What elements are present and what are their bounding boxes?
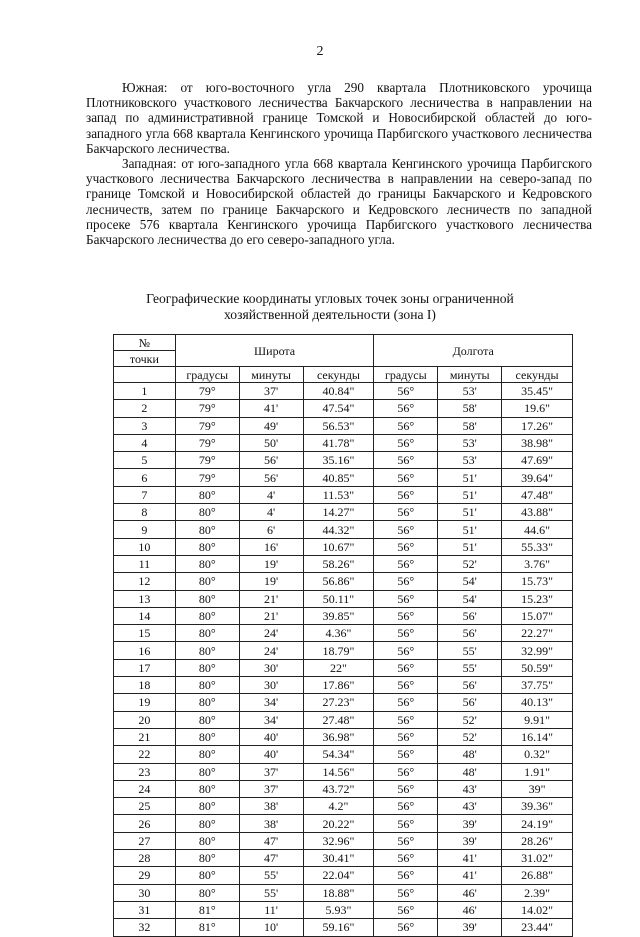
cell-lon-degrees: 56° [374, 538, 438, 555]
cell-lon-seconds: 1.91" [502, 763, 573, 780]
cell-lon-minutes: 39' [438, 832, 502, 849]
cell-lat-minutes: 11' [239, 901, 303, 918]
table-row [114, 538, 573, 555]
table-row [114, 728, 573, 745]
cell-lon-degrees: 56° [374, 469, 438, 486]
table-row [114, 590, 573, 607]
cell-point-number: 25 [114, 798, 176, 815]
cell-point-number: 28 [114, 850, 176, 867]
cell-lon-seconds: 9.91" [502, 711, 573, 728]
table-row [114, 901, 573, 918]
cell-point-number: 20 [114, 711, 176, 728]
cell-lon-minutes: 46' [438, 884, 502, 901]
cell-point-number: 24 [114, 780, 176, 797]
cell-lon-minutes: 48' [438, 746, 502, 763]
cell-lon-seconds: 26.88" [502, 867, 573, 884]
cell-lat-minutes: 10' [239, 919, 303, 936]
header-blank [114, 367, 176, 383]
cell-lat-minutes: 37' [239, 763, 303, 780]
cell-point-number: 16 [114, 642, 176, 659]
cell-point-number: 18 [114, 677, 176, 694]
cell-lat-seconds: 59.16" [303, 919, 374, 936]
cell-lon-seconds: 19.6" [502, 400, 573, 417]
cell-lat-minutes: 30' [239, 677, 303, 694]
cell-lat-seconds: 11.53" [303, 486, 374, 503]
cell-lat-degrees: 80° [175, 746, 239, 763]
cell-lat-seconds: 27.23" [303, 694, 374, 711]
cell-lon-seconds: 0.32" [502, 746, 573, 763]
cell-lon-degrees: 56° [374, 417, 438, 434]
cell-lon-degrees: 56° [374, 832, 438, 849]
cell-lon-minutes: 55' [438, 659, 502, 676]
cell-lon-minutes: 56' [438, 694, 502, 711]
cell-lat-minutes: 47' [239, 832, 303, 849]
cell-lon-seconds: 35.45" [502, 383, 573, 400]
cell-point-number: 4 [114, 434, 176, 451]
cell-lon-minutes: 58' [438, 417, 502, 434]
cell-lon-seconds: 44.6" [502, 521, 573, 538]
cell-lat-minutes: 37' [239, 383, 303, 400]
cell-lat-seconds: 39.85" [303, 607, 374, 624]
cell-lon-minutes: 52' [438, 728, 502, 745]
cell-lon-degrees: 56° [374, 659, 438, 676]
cell-lon-seconds: 24.19" [502, 815, 573, 832]
cell-lat-seconds: 58.26" [303, 555, 374, 572]
cell-lat-seconds: 20.22" [303, 815, 374, 832]
cell-point-number: 26 [114, 815, 176, 832]
cell-lon-seconds: 28.26" [502, 832, 573, 849]
cell-lon-seconds: 37.75" [502, 677, 573, 694]
cell-lon-degrees: 56° [374, 642, 438, 659]
table-row [114, 573, 573, 590]
cell-lat-seconds: 27.48" [303, 711, 374, 728]
cell-lon-degrees: 56° [374, 867, 438, 884]
table-row [114, 711, 573, 728]
body-text [86, 80, 592, 247]
cell-lon-degrees: 56° [374, 901, 438, 918]
table-row [114, 452, 573, 469]
cell-lat-seconds: 18.79" [303, 642, 374, 659]
cell-lat-degrees: 80° [175, 763, 239, 780]
cell-lat-degrees: 79° [175, 417, 239, 434]
cell-lat-degrees: 80° [175, 625, 239, 642]
cell-point-number: 17 [114, 659, 176, 676]
cell-lon-degrees: 56° [374, 521, 438, 538]
cell-lat-minutes: 55' [239, 884, 303, 901]
cell-lat-minutes: 24' [239, 642, 303, 659]
cell-lat-minutes: 30' [239, 659, 303, 676]
cell-point-number: 2 [114, 400, 176, 417]
cell-lat-minutes: 19' [239, 573, 303, 590]
cell-lon-degrees: 56° [374, 434, 438, 451]
cell-lat-minutes: 40' [239, 728, 303, 745]
table-row [114, 607, 573, 624]
cell-lat-degrees: 80° [175, 521, 239, 538]
cell-lon-seconds: 40.13" [502, 694, 573, 711]
cell-lon-seconds: 16.14" [502, 728, 573, 745]
cell-lon-degrees: 56° [374, 694, 438, 711]
cell-point-number: 5 [114, 452, 176, 469]
table-row [114, 555, 573, 572]
cell-lon-seconds: 2.39" [502, 884, 573, 901]
cell-lat-minutes: 21' [239, 607, 303, 624]
cell-lon-minutes: 43' [438, 780, 502, 797]
cell-lat-seconds: 43.72" [303, 780, 374, 797]
cell-lon-seconds: 39.64" [502, 469, 573, 486]
cell-lon-degrees: 56° [374, 677, 438, 694]
table-row [114, 486, 573, 503]
cell-lon-minutes: 51' [438, 469, 502, 486]
header-longitude: Долгота [374, 335, 573, 367]
cell-lon-seconds: 50.59" [502, 659, 573, 676]
cell-lat-minutes: 4' [239, 504, 303, 521]
cell-lat-seconds: 50.11" [303, 590, 374, 607]
cell-lon-seconds: 14.02" [502, 901, 573, 918]
cell-point-number: 15 [114, 625, 176, 642]
cell-lon-degrees: 56° [374, 607, 438, 624]
cell-lon-minutes: 53' [438, 452, 502, 469]
cell-lat-degrees: 81° [175, 901, 239, 918]
cell-lat-seconds: 4.36" [303, 625, 374, 642]
cell-lon-degrees: 56° [374, 780, 438, 797]
cell-lon-degrees: 56° [374, 555, 438, 572]
cell-lon-minutes: 54' [438, 573, 502, 590]
cell-lon-degrees: 56° [374, 504, 438, 521]
cell-lon-minutes: 58' [438, 400, 502, 417]
cell-point-number: 22 [114, 746, 176, 763]
cell-lat-degrees: 81° [175, 919, 239, 936]
page-number: 2 [316, 44, 324, 59]
cell-lon-minutes: 55' [438, 642, 502, 659]
table-row [114, 919, 573, 936]
cell-lon-minutes: 52' [438, 555, 502, 572]
cell-point-number: 7 [114, 486, 176, 503]
table-title: Географические координаты угловых точек зоны ограниченной хозяйственной деятельности (зона I) [146, 291, 514, 322]
cell-lat-degrees: 79° [175, 452, 239, 469]
cell-lat-minutes: 40' [239, 746, 303, 763]
cell-lon-minutes: 51' [438, 521, 502, 538]
cell-lat-minutes: 56' [239, 469, 303, 486]
cell-lon-seconds: 31.02" [502, 850, 573, 867]
cell-lon-minutes: 41' [438, 850, 502, 867]
cell-lon-minutes: 51' [438, 538, 502, 555]
table-row [114, 417, 573, 434]
cell-lon-degrees: 56° [374, 884, 438, 901]
cell-lat-degrees: 80° [175, 642, 239, 659]
table-row [114, 521, 573, 538]
cell-lat-seconds: 14.56" [303, 763, 374, 780]
cell-lon-degrees: 56° [374, 746, 438, 763]
cell-point-number: 6 [114, 469, 176, 486]
cell-lat-degrees: 80° [175, 677, 239, 694]
table-row [114, 746, 573, 763]
cell-lon-degrees: 56° [374, 798, 438, 815]
cell-point-number: 23 [114, 763, 176, 780]
cell-point-number: 32 [114, 919, 176, 936]
table-row [114, 625, 573, 642]
cell-point-number: 21 [114, 728, 176, 745]
table-row [114, 383, 573, 400]
cell-lon-degrees: 56° [374, 763, 438, 780]
cell-lon-minutes: 54' [438, 590, 502, 607]
cell-lat-degrees: 80° [175, 555, 239, 572]
table-row [114, 434, 573, 451]
cell-point-number: 12 [114, 573, 176, 590]
cell-lon-seconds: 47.69" [502, 452, 573, 469]
cell-lon-minutes: 51' [438, 504, 502, 521]
cell-lat-degrees: 79° [175, 400, 239, 417]
cell-lon-degrees: 56° [374, 919, 438, 936]
header-lat-seconds: секунды [303, 367, 374, 383]
table-row [114, 780, 573, 797]
cell-point-number: 27 [114, 832, 176, 849]
cell-lat-minutes: 34' [239, 694, 303, 711]
cell-lat-minutes: 55' [239, 867, 303, 884]
cell-lon-degrees: 56° [374, 815, 438, 832]
cell-lon-degrees: 56° [374, 573, 438, 590]
cell-lat-seconds: 18.88" [303, 884, 374, 901]
cell-lon-minutes: 53' [438, 434, 502, 451]
cell-lon-minutes: 56' [438, 607, 502, 624]
cell-lat-seconds: 54.34" [303, 746, 374, 763]
cell-point-number: 1 [114, 383, 176, 400]
cell-lat-seconds: 22.04" [303, 867, 374, 884]
table-row [114, 832, 573, 849]
cell-lat-degrees: 79° [175, 383, 239, 400]
cell-lat-seconds: 56.86" [303, 573, 374, 590]
table-row [114, 763, 573, 780]
cell-lat-degrees: 80° [175, 607, 239, 624]
cell-lat-degrees: 80° [175, 538, 239, 555]
coordinates-table [113, 334, 573, 937]
cell-lon-minutes: 39' [438, 919, 502, 936]
cell-lat-minutes: 56' [239, 452, 303, 469]
cell-lat-seconds: 10.67" [303, 538, 374, 555]
cell-lat-degrees: 80° [175, 728, 239, 745]
table-row [114, 677, 573, 694]
cell-lat-seconds: 14.27" [303, 504, 374, 521]
cell-lat-seconds: 22" [303, 659, 374, 676]
header-lon-minutes: минуты [438, 367, 502, 383]
cell-lat-minutes: 38' [239, 798, 303, 815]
cell-lat-minutes: 34' [239, 711, 303, 728]
cell-lat-degrees: 79° [175, 434, 239, 451]
cell-lat-seconds: 5.93" [303, 901, 374, 918]
cell-lat-degrees: 79° [175, 469, 239, 486]
header-lat-minutes: минуты [239, 367, 303, 383]
cell-lat-seconds: 4.2" [303, 798, 374, 815]
coordinates-table-body [114, 383, 573, 937]
cell-point-number: 14 [114, 607, 176, 624]
cell-lat-degrees: 80° [175, 832, 239, 849]
cell-lon-seconds: 23.44" [502, 919, 573, 936]
cell-lon-seconds: 15.73" [502, 573, 573, 590]
cell-lon-seconds: 43.88" [502, 504, 573, 521]
cell-lat-seconds: 40.84" [303, 383, 374, 400]
cell-lat-minutes: 6' [239, 521, 303, 538]
cell-lat-degrees: 80° [175, 504, 239, 521]
cell-lon-seconds: 55.33" [502, 538, 573, 555]
cell-lat-minutes: 4' [239, 486, 303, 503]
cell-lat-degrees: 80° [175, 884, 239, 901]
cell-lat-minutes: 49' [239, 417, 303, 434]
cell-lat-degrees: 80° [175, 573, 239, 590]
table-row [114, 469, 573, 486]
cell-lon-minutes: 56' [438, 625, 502, 642]
cell-point-number: 29 [114, 867, 176, 884]
table-row [114, 867, 573, 884]
cell-lat-degrees: 80° [175, 798, 239, 815]
cell-lon-degrees: 56° [374, 625, 438, 642]
cell-point-number: 11 [114, 555, 176, 572]
cell-lat-degrees: 80° [175, 659, 239, 676]
cell-lon-minutes: 48' [438, 763, 502, 780]
table-row [114, 815, 573, 832]
cell-lat-seconds: 30.41" [303, 850, 374, 867]
header-lon-degrees: градусы [374, 367, 438, 383]
cell-point-number: 19 [114, 694, 176, 711]
cell-lon-degrees: 56° [374, 383, 438, 400]
cell-lat-minutes: 19' [239, 555, 303, 572]
cell-lon-seconds: 15.23" [502, 590, 573, 607]
header-point-number: № [114, 335, 176, 351]
table-row [114, 400, 573, 417]
cell-lon-minutes: 39' [438, 815, 502, 832]
cell-lat-degrees: 80° [175, 867, 239, 884]
table-row [114, 884, 573, 901]
cell-lon-seconds: 39.36" [502, 798, 573, 815]
table-row [114, 850, 573, 867]
cell-point-number: 9 [114, 521, 176, 538]
cell-lat-seconds: 56.53" [303, 417, 374, 434]
cell-lat-seconds: 47.54" [303, 400, 374, 417]
cell-lon-seconds: 39" [502, 780, 573, 797]
header-point-label: точки [114, 351, 176, 367]
cell-lon-minutes: 56' [438, 677, 502, 694]
cell-lat-seconds: 32.96" [303, 832, 374, 849]
cell-lat-degrees: 80° [175, 815, 239, 832]
cell-lon-degrees: 56° [374, 850, 438, 867]
cell-lat-seconds: 35.16" [303, 452, 374, 469]
cell-lat-degrees: 80° [175, 694, 239, 711]
cell-lat-degrees: 80° [175, 780, 239, 797]
cell-lon-degrees: 56° [374, 711, 438, 728]
cell-lat-minutes: 50' [239, 434, 303, 451]
cell-lat-seconds: 40.85" [303, 469, 374, 486]
cell-lat-degrees: 80° [175, 590, 239, 607]
cell-lat-degrees: 80° [175, 850, 239, 867]
cell-lat-minutes: 47' [239, 850, 303, 867]
cell-lat-seconds: 17.86" [303, 677, 374, 694]
cell-lon-seconds: 22.27" [502, 625, 573, 642]
header-lat-degrees: градусы [175, 367, 239, 383]
table-row [114, 659, 573, 676]
header-latitude: Широта [175, 335, 374, 367]
cell-lon-seconds: 3.76" [502, 555, 573, 572]
table-row [114, 642, 573, 659]
cell-lat-degrees: 80° [175, 486, 239, 503]
cell-lat-minutes: 16' [239, 538, 303, 555]
cell-point-number: 31 [114, 901, 176, 918]
cell-lat-minutes: 21' [239, 590, 303, 607]
cell-lon-degrees: 56° [374, 452, 438, 469]
cell-lon-seconds: 38.98" [502, 434, 573, 451]
cell-point-number: 3 [114, 417, 176, 434]
cell-lon-seconds: 17.26" [502, 417, 573, 434]
table-row [114, 694, 573, 711]
cell-lon-degrees: 56° [374, 400, 438, 417]
cell-lat-minutes: 37' [239, 780, 303, 797]
paragraph-south: Южная: от юго-восточного угла 290 квартала Плотниковского урочища Плотниковского участкового лесничества Бакчарского лесничества в направлении на запад по административной границе Томской и Новосибирской областей до юго-западного угла 668 квартала Кенгинского урочища Парбигского участкового лесничества Бакчарского лесничества. [86, 80, 592, 156]
cell-lon-degrees: 56° [374, 590, 438, 607]
cell-lat-seconds: 41.78" [303, 434, 374, 451]
cell-lon-degrees: 56° [374, 728, 438, 745]
cell-lat-minutes: 41' [239, 400, 303, 417]
cell-lon-minutes: 52' [438, 711, 502, 728]
cell-lon-seconds: 47.48" [502, 486, 573, 503]
cell-lat-minutes: 38' [239, 815, 303, 832]
cell-lat-seconds: 36.98" [303, 728, 374, 745]
cell-lon-seconds: 15.07" [502, 607, 573, 624]
cell-lon-degrees: 56° [374, 486, 438, 503]
paragraph-west: Западная: от юго-западного угла 668 квартала Кенгинского урочища Парбигского участкового лесничества Бакчарского лесничества в направлении на северо-запад по границе Томской и Новосибирской областей до границы Бакчарского и Кедровского лесничеств, затем по границе Бакчарского и Кедровского лесничеств по западной просеке 576 квартала Кенгинского урочища Парбигского участкового лесничества Бакчарского лесничества до его северо-западного угла. [86, 156, 592, 248]
cell-lon-minutes: 53' [438, 383, 502, 400]
cell-lat-minutes: 24' [239, 625, 303, 642]
cell-point-number: 8 [114, 504, 176, 521]
header-lon-seconds: секунды [502, 367, 573, 383]
cell-lon-seconds: 32.99" [502, 642, 573, 659]
table-row [114, 504, 573, 521]
cell-lat-seconds: 44.32" [303, 521, 374, 538]
cell-lon-minutes: 43' [438, 798, 502, 815]
cell-point-number: 13 [114, 590, 176, 607]
table-row [114, 798, 573, 815]
cell-point-number: 30 [114, 884, 176, 901]
cell-lat-degrees: 80° [175, 711, 239, 728]
cell-lon-minutes: 41' [438, 867, 502, 884]
cell-lon-minutes: 51' [438, 486, 502, 503]
cell-lon-minutes: 46' [438, 901, 502, 918]
cell-point-number: 10 [114, 538, 176, 555]
